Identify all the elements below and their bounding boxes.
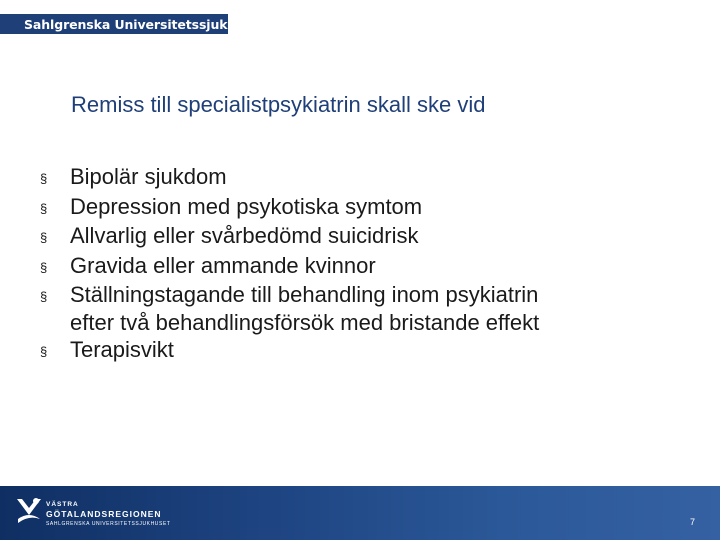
logo-text-hospital: SAHLGRENSKA UNIVERSITETSSJUKHUSET [46,521,171,527]
bullet-text: Ställningstagande till behandling inom psykiatrin efter två behandlingsförsök med bristande effekt [70,282,540,335]
bullet-text: Terapisvikt [70,337,174,362]
bullet-item [40,193,700,223]
slide-title: Remiss till specialistpsykiatrin skall ske vid [71,92,486,117]
bullet-text: Bipolär sjukdom [70,164,227,189]
bullet-item [40,281,700,336]
logo-text-vastra: VÄSTRA [46,501,79,508]
bullet-item [40,222,700,252]
bullet-marker: § [40,259,48,275]
bullet-item [40,336,700,366]
bullet-marker: § [40,171,48,186]
bullet-text: Allvarlig eller svårbedömd suicidrisk [70,223,419,248]
bullet-marker: § [40,230,48,245]
bullet-marker: § [40,344,48,359]
bullet-item [40,252,700,282]
logo-text-region: GÖTALANDSREGIONEN [46,509,162,519]
organization-name: Sahlgrenska Universitetssjukhuset [24,17,267,32]
bullet-marker: § [40,289,48,304]
page-number: 7 [690,517,696,527]
bullet-list [40,163,700,366]
bullet-marker: § [40,200,48,216]
bullet-item [40,163,700,193]
vgr-logo-icon [14,495,44,529]
bullet-text: Gravida eller ammande kvinnor [70,252,376,278]
bullet-text: Depression med psykotiska symtom [70,193,423,219]
